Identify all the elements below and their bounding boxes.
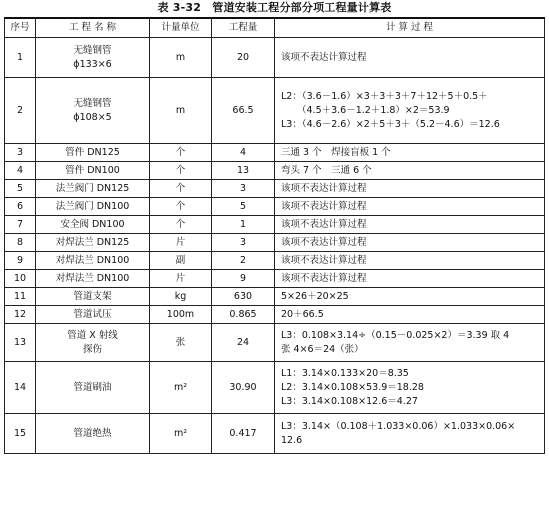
- unit-cell: m: [150, 38, 212, 78]
- calculation-line: 5×26＋20×25: [281, 290, 349, 302]
- table-title: 表 3-32 管道安装工程分部分项工程量计算表: [157, 1, 392, 14]
- calculation-line: L1：3.14×0.133×20＝8.35: [281, 367, 409, 379]
- calculation-line: L3：3.14×（0.108＋1.033×0.06）×1.033×0.06×: [281, 420, 516, 432]
- unit-cell: kg: [150, 288, 212, 306]
- calculation-cell: [275, 198, 545, 216]
- item-name: [36, 38, 150, 78]
- calculation-cell: [275, 144, 545, 162]
- calculation-line: 20＋66.5: [281, 308, 324, 320]
- calculation-cell: [275, 252, 545, 270]
- table-row: [5, 180, 545, 198]
- table-row: [5, 324, 545, 362]
- calculation-line: 该项不表达计算过程: [281, 254, 367, 266]
- item-name-line: 管道支架: [73, 290, 112, 302]
- table-row: [5, 362, 545, 414]
- calculation-cell: [275, 414, 545, 454]
- item-name: [36, 306, 150, 324]
- item-name: [36, 414, 150, 454]
- calculation-cell: [275, 288, 545, 306]
- row-number: 11: [5, 288, 36, 306]
- item-name: [36, 180, 150, 198]
- table-row: [5, 162, 545, 180]
- calculation-cell: [275, 78, 545, 144]
- item-name-line: 管道刷油: [73, 381, 112, 393]
- unit-cell: 片: [150, 270, 212, 288]
- table-row: [5, 144, 545, 162]
- calculation-cell: [275, 362, 545, 414]
- row-number: 7: [5, 216, 36, 234]
- calculation-line: L2：（3.6－1.6）×3＋3＋3＋7＋12＋5＋0.5＋: [281, 90, 488, 102]
- quantity-cell: 3: [212, 180, 275, 198]
- quantity-cell: 5: [212, 198, 275, 216]
- quantity-cell: 66.5: [212, 78, 275, 144]
- header-no: 序号: [5, 18, 36, 38]
- calculation-cell: [275, 270, 545, 288]
- item-name-line: ϕ133×6: [73, 58, 112, 70]
- item-name-line: 管道绝热: [73, 427, 112, 439]
- calculation-line: 该项不表达计算过程: [281, 218, 367, 230]
- item-name-line: 对焊法兰 DN100: [55, 254, 130, 266]
- item-name-line: 管件 DN125: [65, 146, 120, 158]
- table-row: [5, 38, 545, 78]
- row-number: 3: [5, 144, 36, 162]
- item-name: [36, 362, 150, 414]
- table-body: [5, 38, 545, 454]
- item-name-line: 安全阀 DN100: [60, 218, 125, 230]
- calculation-line: 该项不表达计算过程: [281, 51, 367, 63]
- calculation-cell: [275, 324, 545, 362]
- table-row: [5, 78, 545, 144]
- quantity-cell: 24: [212, 324, 275, 362]
- item-name-line: 探伤: [82, 343, 102, 355]
- item-name: [36, 234, 150, 252]
- unit-cell: 个: [150, 180, 212, 198]
- quantity-cell: 30.90: [212, 362, 275, 414]
- item-name-line: 法兰阀门 DN125: [55, 182, 130, 194]
- calculation-cell: [275, 234, 545, 252]
- quantity-cell: 13: [212, 162, 275, 180]
- calculation-line: 该项不表达计算过程: [281, 182, 367, 194]
- table-row: [5, 270, 545, 288]
- item-name-line: 管道试压: [73, 308, 112, 320]
- calculation-line: L2：3.14×0.108×53.9＝18.28: [281, 381, 424, 393]
- quantity-cell: 3: [212, 234, 275, 252]
- calculation-line: 三通 3 个 焊接盲板 1 个: [281, 146, 391, 158]
- item-name: [36, 252, 150, 270]
- calculation-cell: [275, 180, 545, 198]
- unit-cell: 个: [150, 162, 212, 180]
- calculation-line: L3：0.108×3.14÷（0.15－0.025×2）＝3.39 取 4: [281, 329, 510, 341]
- unit-cell: 个: [150, 216, 212, 234]
- item-name: [36, 270, 150, 288]
- row-number: 10: [5, 270, 36, 288]
- item-name-line: 管件 DN100: [65, 164, 120, 176]
- header-name: 工 程 名 称: [36, 18, 150, 38]
- row-number: 14: [5, 362, 36, 414]
- item-name-line: 无缝钢管: [73, 97, 112, 109]
- unit-cell: m: [150, 78, 212, 144]
- item-name: [36, 288, 150, 306]
- item-name-line: 无缝钢管: [73, 44, 112, 56]
- row-number: 15: [5, 414, 36, 454]
- table-row: [5, 306, 545, 324]
- calculation-line: L3：（4.6－2.6）×2＋5＋3＋（5.2－4.6）＝12.6: [281, 118, 500, 130]
- unit-cell: 片: [150, 234, 212, 252]
- row-number: 6: [5, 198, 36, 216]
- table-row: [5, 198, 545, 216]
- quantity-table: [4, 17, 545, 454]
- row-number: 8: [5, 234, 36, 252]
- quantity-cell: 4: [212, 144, 275, 162]
- item-name: [36, 216, 150, 234]
- calculation-line: L3：3.14×0.108×12.6＝4.27: [281, 395, 418, 407]
- header-qty: 工程量: [212, 18, 275, 38]
- row-number: 2: [5, 78, 36, 144]
- table-row: [5, 234, 545, 252]
- calculation-line: 弯头 7 个 三通 6 个: [281, 164, 372, 176]
- item-name: [36, 198, 150, 216]
- item-name-line: 法兰阀门 DN100: [55, 200, 130, 212]
- item-name-line: ϕ108×5: [73, 111, 112, 123]
- header-unit: 计量单位: [150, 18, 212, 38]
- quantity-cell: 0.417: [212, 414, 275, 454]
- item-name-line: 对焊法兰 DN125: [55, 236, 130, 248]
- unit-cell: 个: [150, 144, 212, 162]
- table-row: [5, 252, 545, 270]
- header-row: [5, 18, 545, 38]
- row-number: 9: [5, 252, 36, 270]
- calculation-cell: [275, 306, 545, 324]
- calculation-line: 该项不表达计算过程: [281, 236, 367, 248]
- item-name: [36, 144, 150, 162]
- row-number: 12: [5, 306, 36, 324]
- quantity-cell: 0.865: [212, 306, 275, 324]
- row-number: 1: [5, 38, 36, 78]
- unit-cell: 张: [150, 324, 212, 362]
- quantity-cell: 20: [212, 38, 275, 78]
- calculation-cell: [275, 216, 545, 234]
- quantity-cell: 630: [212, 288, 275, 306]
- table-row: [5, 288, 545, 306]
- header-calc: 计 算 过 程: [275, 18, 545, 38]
- row-number: 13: [5, 324, 36, 362]
- calculation-line: 12.6: [281, 434, 303, 446]
- unit-cell: 副: [150, 252, 212, 270]
- row-number: 4: [5, 162, 36, 180]
- unit-cell: 100m: [150, 306, 212, 324]
- table-row: [5, 414, 545, 454]
- calculation-line: （4.5＋3.6－1.2＋1.8）×2＝53.9: [297, 104, 450, 116]
- calculation-cell: [275, 162, 545, 180]
- quantity-cell: 2: [212, 252, 275, 270]
- row-number: 5: [5, 180, 36, 198]
- item-name-line: 对焊法兰 DN100: [55, 272, 130, 284]
- calculation-line: 该项不表达计算过程: [281, 272, 367, 284]
- quantity-cell: 9: [212, 270, 275, 288]
- calculation-line: 张 4×6＝24（张）: [281, 343, 364, 355]
- table-row: [5, 216, 545, 234]
- calculation-line: 该项不表达计算过程: [281, 200, 367, 212]
- quantity-cell: 1: [212, 216, 275, 234]
- unit-cell: m²: [150, 362, 212, 414]
- item-name: [36, 324, 150, 362]
- unit-cell: m²: [150, 414, 212, 454]
- item-name: [36, 162, 150, 180]
- item-name-line: 管道 X 射线: [67, 329, 118, 341]
- calculation-cell: [275, 38, 545, 78]
- item-name: [36, 78, 150, 144]
- unit-cell: 个: [150, 198, 212, 216]
